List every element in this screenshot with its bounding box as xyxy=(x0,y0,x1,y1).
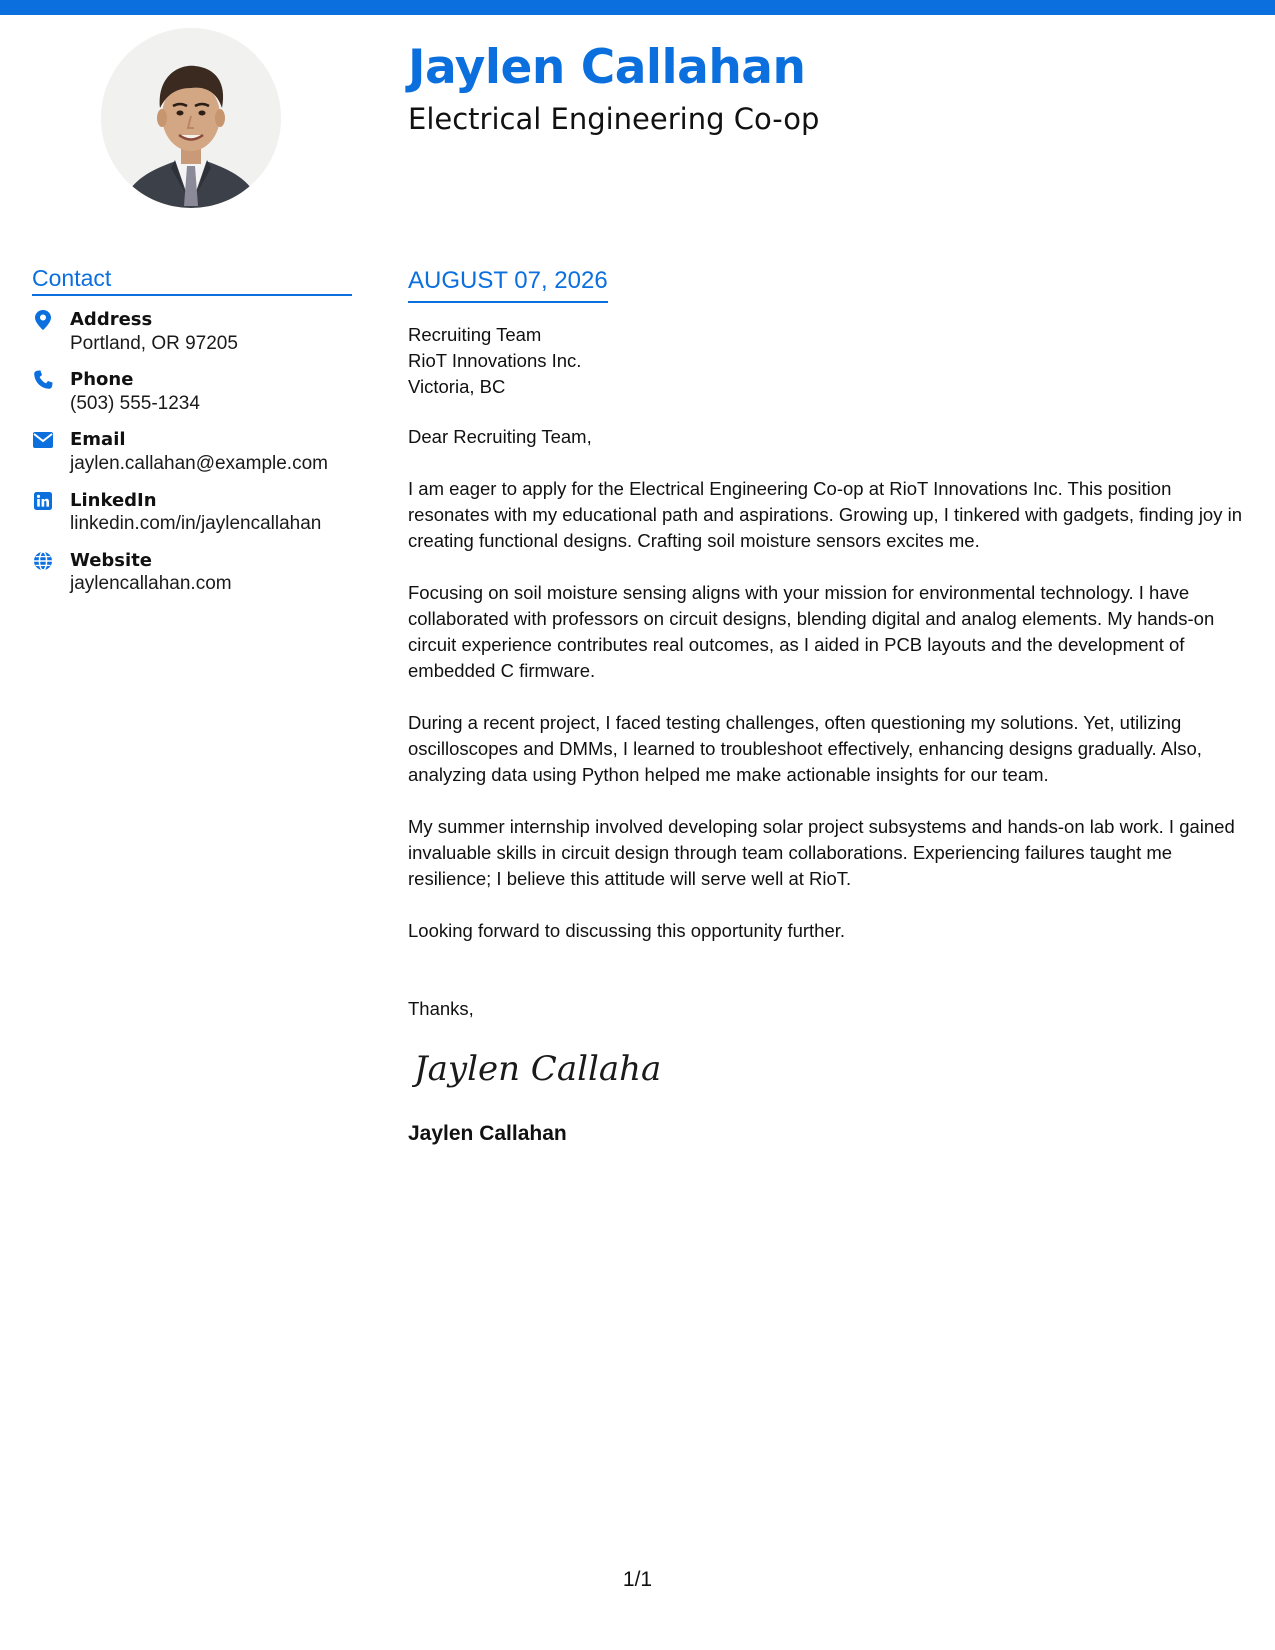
contact-label: Phone xyxy=(70,369,134,391)
recipient-block xyxy=(408,322,1253,400)
closing: Thanks, xyxy=(408,998,474,1019)
contact-label: Address xyxy=(70,309,153,331)
profile-photo xyxy=(101,28,281,208)
contact-item-email xyxy=(32,428,352,476)
top-accent-bar xyxy=(0,0,1275,15)
contact-value[interactable]: jaylen.callahan@example.com xyxy=(70,452,328,474)
contact-item-linkedin xyxy=(32,489,352,537)
linkedin-icon xyxy=(32,490,54,512)
contact-item-website xyxy=(32,549,352,597)
cover-letter xyxy=(408,268,1253,1147)
globe-icon xyxy=(32,550,54,572)
map-pin-icon xyxy=(32,309,54,331)
salutation: Dear Recruiting Team, xyxy=(408,426,592,447)
contact-label: Email xyxy=(70,429,126,451)
recipient-line: Recruiting Team xyxy=(408,324,542,345)
contact-value[interactable]: jaylencallahan.com xyxy=(70,573,232,594)
contact-label: LinkedIn xyxy=(70,489,157,511)
envelope-icon xyxy=(32,429,54,451)
body-paragraph: My summer internship involved developing solar project subsystems and hands-on lab work. I gained invaluable skills in circuit design through team collaborations. Experiencing failures taught me resilience; I believe this attitude will serve well at RioT. xyxy=(408,816,1235,889)
contact-heading: Contact xyxy=(32,266,352,296)
letter-date: AUGUST 07, 2026 xyxy=(408,267,608,294)
handwritten-signature xyxy=(412,1044,1253,1101)
signature-text: Jaylen Callahan xyxy=(414,1049,662,1089)
signer-name: Jaylen Callahan xyxy=(408,1122,567,1145)
body-paragraph: Looking forward to discussing this opportunity further. xyxy=(408,920,846,941)
contact-sidebar xyxy=(32,266,352,609)
contact-item-phone xyxy=(32,368,352,416)
date-block xyxy=(408,268,608,303)
contact-value: (503) 555-1234 xyxy=(70,392,200,414)
candidate-name: Jaylen Callahan xyxy=(408,40,806,95)
body-paragraph: During a recent project, I faced testing challenges, often questioning my solutions. Yet, utilizing oscilloscopes and DMMs, I learned to troubleshoot effectively, enhancing designs gradually. Also, analyzing data using Python helped me make actionable insights for our team. xyxy=(408,712,1202,785)
body-paragraph: I am eager to apply for the Electrical Engineering Co-op at RioT Innovations Inc. This position resonates with my educational path and aspirations. Growing up, I tinkered with gadgets, finding joy in creating functional designs. Crafting soil moisture sensors excites me. xyxy=(408,478,1243,551)
contact-value[interactable]: linkedin.com/in/jaylencallahan xyxy=(70,512,322,534)
contact-label: Website xyxy=(70,549,153,571)
body-paragraph: Focusing on soil moisture sensing aligns with your mission for environmental technology. I have collaborated with professors on circuit designs, blending digital and analog elements. My hands-on circuit experience contributes real outcomes, as I aided in PCB layouts and the development of embedded C firmware. xyxy=(408,582,1215,681)
phone-icon xyxy=(32,369,54,391)
contact-item-address xyxy=(32,308,352,356)
contact-value: Portland, OR 97205 xyxy=(70,332,238,354)
recipient-line: RioT Innovations Inc. xyxy=(408,350,582,371)
page-number: 1/1 xyxy=(622,1568,653,1591)
recipient-line: Victoria, BC xyxy=(408,376,506,397)
avatar xyxy=(101,28,281,208)
job-title: Electrical Engineering Co-op xyxy=(408,102,820,136)
